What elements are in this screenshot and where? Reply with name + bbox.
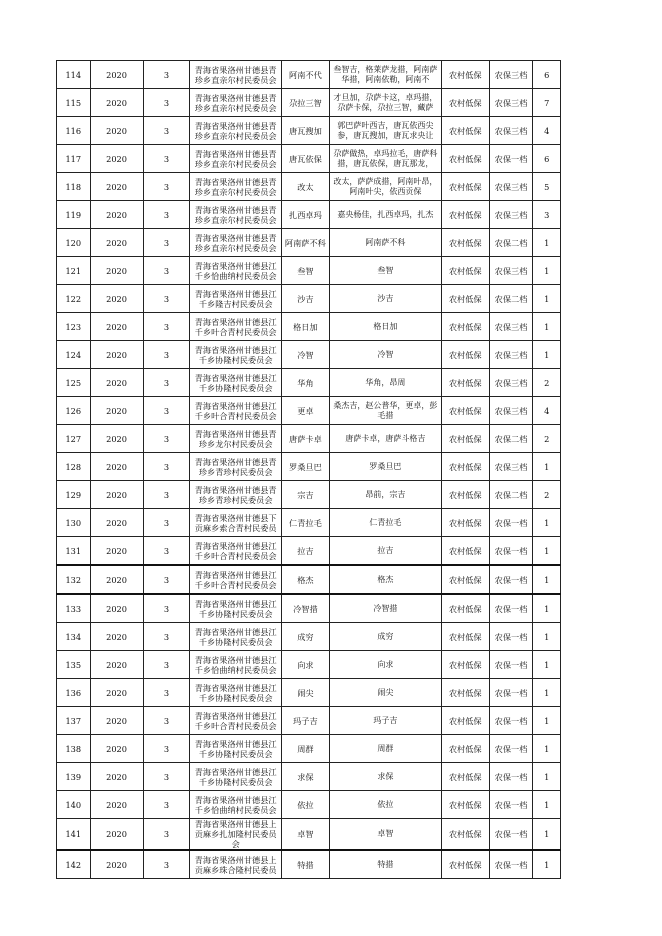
table-row — [57, 623, 561, 651]
cell-members: 周群 — [329, 735, 441, 763]
data-table — [56, 60, 561, 879]
cell-year: 2020 — [90, 425, 143, 453]
cell-level: 农保一档 — [489, 509, 533, 537]
cell-members: 叁智 — [329, 257, 441, 285]
cell-members: 郭巴萨叶西吉，唐瓦依西尖参，唐瓦搜加，唐瓦求央让 — [329, 117, 441, 145]
cell-level: 农保一档 — [489, 537, 533, 566]
cell-n: 3 — [143, 819, 190, 851]
cell-year: 2020 — [90, 397, 143, 425]
cell-type: 农村低保 — [441, 565, 489, 594]
table-row — [57, 341, 561, 369]
cell-no: 125 — [57, 369, 91, 397]
cell-n: 3 — [143, 285, 190, 313]
cell-n: 3 — [143, 481, 190, 509]
cell-n: 3 — [143, 791, 190, 819]
cell-members: 唐萨卡卓，唐萨斗格吉 — [329, 425, 441, 453]
cell-no: 132 — [57, 565, 91, 594]
cell-address: 青海省果洛州甘德县江千乡恰曲纳村民委员会 — [190, 651, 282, 679]
cell-n: 3 — [143, 850, 190, 879]
table-row — [57, 819, 561, 851]
table-row — [57, 509, 561, 537]
cell-no: 128 — [57, 453, 91, 481]
cell-name: 冷智措 — [281, 594, 329, 623]
cell-n: 3 — [143, 173, 190, 201]
cell-no: 142 — [57, 850, 91, 879]
cell-n: 3 — [143, 735, 190, 763]
table-row — [57, 594, 561, 623]
cell-count: 1 — [533, 565, 561, 594]
cell-level: 农保一档 — [489, 594, 533, 623]
table-row — [57, 707, 561, 735]
cell-address: 青海省果洛州甘德县青珍乡直亲尔村民委员会 — [190, 173, 282, 201]
cell-level: 农保一档 — [489, 707, 533, 735]
cell-type: 农村低保 — [441, 425, 489, 453]
table-row — [57, 229, 561, 257]
cell-address: 青海省果洛州甘德县江千乡恰曲纳村民委员会 — [190, 791, 282, 819]
cell-type: 农村低保 — [441, 481, 489, 509]
cell-members: 冷智 — [329, 341, 441, 369]
cell-no: 118 — [57, 173, 91, 201]
cell-year: 2020 — [90, 117, 143, 145]
cell-members: 向求 — [329, 651, 441, 679]
cell-count: 2 — [533, 425, 561, 453]
cell-count: 1 — [533, 257, 561, 285]
cell-name: 尕拉三智 — [281, 89, 329, 117]
table-row — [57, 313, 561, 341]
cell-name: 卓智 — [281, 819, 329, 851]
cell-no: 134 — [57, 623, 91, 651]
cell-members: 冷智措 — [329, 594, 441, 623]
cell-members: 尕萨做热，卓玛拉毛，唐萨科措，唐瓦依保，唐瓦那龙， — [329, 145, 441, 173]
cell-year: 2020 — [90, 763, 143, 791]
cell-count: 1 — [533, 537, 561, 566]
cell-year: 2020 — [90, 145, 143, 173]
cell-no: 117 — [57, 145, 91, 173]
cell-count: 1 — [533, 735, 561, 763]
cell-name: 华角 — [281, 369, 329, 397]
cell-count: 4 — [533, 397, 561, 425]
cell-level: 农保一档 — [489, 145, 533, 173]
cell-no: 120 — [57, 229, 91, 257]
table-row — [57, 201, 561, 229]
cell-members: 格杰 — [329, 565, 441, 594]
cell-members: 拉吉 — [329, 537, 441, 566]
cell-n: 3 — [143, 565, 190, 594]
cell-count: 1 — [533, 679, 561, 707]
cell-year: 2020 — [90, 594, 143, 623]
table-row — [57, 173, 561, 201]
cell-no: 115 — [57, 89, 91, 117]
cell-type: 农村低保 — [441, 89, 489, 117]
cell-count: 7 — [533, 89, 561, 117]
cell-year: 2020 — [90, 257, 143, 285]
cell-level: 农保三档 — [489, 61, 533, 89]
table-row — [57, 285, 561, 313]
cell-count: 1 — [533, 509, 561, 537]
cell-no: 141 — [57, 819, 91, 851]
cell-year: 2020 — [90, 229, 143, 257]
cell-type: 农村低保 — [441, 509, 489, 537]
cell-n: 3 — [143, 707, 190, 735]
cell-count: 1 — [533, 229, 561, 257]
cell-name: 周群 — [281, 735, 329, 763]
cell-year: 2020 — [90, 537, 143, 566]
cell-level: 农保一档 — [489, 763, 533, 791]
cell-no: 130 — [57, 509, 91, 537]
cell-level: 农保一档 — [489, 679, 533, 707]
cell-count: 1 — [533, 313, 561, 341]
cell-no: 138 — [57, 735, 91, 763]
table-row — [57, 117, 561, 145]
cell-type: 农村低保 — [441, 763, 489, 791]
cell-address: 青海省果洛州甘德县江千乡恰曲纳村民委员会 — [190, 257, 282, 285]
cell-n: 3 — [143, 679, 190, 707]
cell-name: 阿南不代 — [281, 61, 329, 89]
cell-address: 青海省果洛州甘德县青珍乡直亲尔村民委员会 — [190, 117, 282, 145]
cell-type: 农村低保 — [441, 537, 489, 566]
cell-type: 农村低保 — [441, 735, 489, 763]
cell-address: 青海省果洛州甘德县江千乡协隆村民委员会 — [190, 594, 282, 623]
cell-year: 2020 — [90, 173, 143, 201]
cell-members: 特措 — [329, 850, 441, 879]
cell-name: 叁智 — [281, 257, 329, 285]
cell-count: 1 — [533, 594, 561, 623]
cell-type: 农村低保 — [441, 369, 489, 397]
cell-no: 136 — [57, 679, 91, 707]
cell-address: 青海省果洛州甘德县江千乡叶合青村民委员会 — [190, 313, 282, 341]
cell-n: 3 — [143, 341, 190, 369]
cell-type: 农村低保 — [441, 257, 489, 285]
table-row — [57, 453, 561, 481]
cell-n: 3 — [143, 537, 190, 566]
cell-level: 农保三档 — [489, 397, 533, 425]
cell-address: 青海省果洛州甘德县青珍乡直亲尔村民委员会 — [190, 229, 282, 257]
cell-address: 青海省果洛州甘德县江千乡协隆村民委员会 — [190, 341, 282, 369]
cell-year: 2020 — [90, 89, 143, 117]
cell-year: 2020 — [90, 565, 143, 594]
cell-year: 2020 — [90, 481, 143, 509]
cell-type: 农村低保 — [441, 594, 489, 623]
cell-type: 农村低保 — [441, 850, 489, 879]
cell-name: 成穷 — [281, 623, 329, 651]
cell-count: 1 — [533, 707, 561, 735]
table-row — [57, 89, 561, 117]
table-row — [57, 61, 561, 89]
cell-address: 青海省果洛州甘德县上贡麻乡珠合隆村民委员 — [190, 850, 282, 879]
cell-address: 青海省果洛州甘德县青珍乡直亲尔村民委员会 — [190, 89, 282, 117]
cell-address: 青海省果洛州甘德县江千乡叶合青村民委员会 — [190, 537, 282, 566]
cell-name: 唐萨卡卓 — [281, 425, 329, 453]
cell-year: 2020 — [90, 735, 143, 763]
cell-name: 沙吉 — [281, 285, 329, 313]
cell-type: 农村低保 — [441, 201, 489, 229]
cell-name: 唐瓦依保 — [281, 145, 329, 173]
cell-level: 农保三档 — [489, 257, 533, 285]
cell-count: 2 — [533, 369, 561, 397]
cell-n: 3 — [143, 145, 190, 173]
cell-n: 3 — [143, 117, 190, 145]
cell-count: 2 — [533, 481, 561, 509]
cell-name: 求保 — [281, 763, 329, 791]
cell-n: 3 — [143, 61, 190, 89]
table-row — [57, 763, 561, 791]
table-row — [57, 791, 561, 819]
cell-address: 青海省果洛州甘德县江千乡协隆村民委员会 — [190, 369, 282, 397]
cell-name: 宗吉 — [281, 481, 329, 509]
table-row — [57, 257, 561, 285]
cell-members: 沙吉 — [329, 285, 441, 313]
cell-name: 冷智 — [281, 341, 329, 369]
cell-count: 1 — [533, 791, 561, 819]
cell-address: 青海省果洛州甘德县江千乡叶合青村民委员会 — [190, 397, 282, 425]
table-row — [57, 481, 561, 509]
cell-year: 2020 — [90, 819, 143, 851]
cell-address: 青海省果洛州甘德县上贡麻乡扎加隆村民委员会 — [190, 819, 282, 851]
cell-type: 农村低保 — [441, 61, 489, 89]
cell-address: 青海省果洛州甘德县江千乡协隆村民委员会 — [190, 623, 282, 651]
cell-level: 农保二档 — [489, 285, 533, 313]
cell-level: 农保三档 — [489, 117, 533, 145]
cell-no: 114 — [57, 61, 91, 89]
cell-level: 农保一档 — [489, 819, 533, 851]
cell-level: 农保三档 — [489, 89, 533, 117]
cell-type: 农村低保 — [441, 285, 489, 313]
cell-no: 124 — [57, 341, 91, 369]
cell-name: 扎西卓玛 — [281, 201, 329, 229]
cell-year: 2020 — [90, 369, 143, 397]
cell-members: 罗桑旦巴 — [329, 453, 441, 481]
cell-count: 1 — [533, 623, 561, 651]
cell-address: 青海省果洛州甘德县青珍乡青珍村民委员会 — [190, 481, 282, 509]
cell-count: 1 — [533, 850, 561, 879]
cell-count: 1 — [533, 819, 561, 851]
table-row — [57, 369, 561, 397]
cell-type: 农村低保 — [441, 623, 489, 651]
cell-members: 嘉央杨佳，扎西卓玛，扎杰 — [329, 201, 441, 229]
cell-count: 6 — [533, 61, 561, 89]
cell-n: 3 — [143, 453, 190, 481]
cell-name: 拉吉 — [281, 537, 329, 566]
table-row — [57, 850, 561, 879]
cell-count: 1 — [533, 285, 561, 313]
cell-type: 农村低保 — [441, 341, 489, 369]
cell-name: 唐瓦搜加 — [281, 117, 329, 145]
cell-name: 玛子吉 — [281, 707, 329, 735]
cell-members: 叁智吉，格莱萨龙措，阿南萨华措，阿南依勒，阿南不 — [329, 61, 441, 89]
cell-level: 农保一档 — [489, 623, 533, 651]
cell-n: 3 — [143, 229, 190, 257]
cell-n: 3 — [143, 397, 190, 425]
cell-members: 成穷 — [329, 623, 441, 651]
cell-level: 农保三档 — [489, 453, 533, 481]
cell-type: 农村低保 — [441, 791, 489, 819]
cell-name: 闹尖 — [281, 679, 329, 707]
cell-address: 青海省果洛州甘德县江千乡隆吉村民委员会 — [190, 285, 282, 313]
cell-address: 青海省果洛州甘德县青珍乡龙尔村民委员会 — [190, 425, 282, 453]
cell-year: 2020 — [90, 679, 143, 707]
cell-no: 137 — [57, 707, 91, 735]
cell-type: 农村低保 — [441, 651, 489, 679]
cell-year: 2020 — [90, 341, 143, 369]
cell-year: 2020 — [90, 61, 143, 89]
cell-address: 青海省果洛州甘德县下贡麻乡索合青村民委员 — [190, 509, 282, 537]
cell-members: 依拉 — [329, 791, 441, 819]
cell-no: 119 — [57, 201, 91, 229]
table-row — [57, 425, 561, 453]
cell-n: 3 — [143, 594, 190, 623]
cell-no: 127 — [57, 425, 91, 453]
cell-type: 农村低保 — [441, 397, 489, 425]
cell-n: 3 — [143, 623, 190, 651]
cell-type: 农村低保 — [441, 819, 489, 851]
cell-level: 农保一档 — [489, 735, 533, 763]
cell-address: 青海省果洛州甘德县青珍乡直亲尔村民委员会 — [190, 145, 282, 173]
cell-no: 116 — [57, 117, 91, 145]
cell-name: 罗桑旦巴 — [281, 453, 329, 481]
cell-type: 农村低保 — [441, 173, 489, 201]
cell-n: 3 — [143, 509, 190, 537]
cell-members: 玛子吉 — [329, 707, 441, 735]
cell-level: 农保三档 — [489, 341, 533, 369]
cell-year: 2020 — [90, 201, 143, 229]
cell-no: 123 — [57, 313, 91, 341]
cell-type: 农村低保 — [441, 313, 489, 341]
cell-type: 农村低保 — [441, 453, 489, 481]
cell-type: 农村低保 — [441, 145, 489, 173]
cell-name: 改太 — [281, 173, 329, 201]
cell-level: 农保一档 — [489, 850, 533, 879]
cell-members: 格日加 — [329, 313, 441, 341]
cell-members: 改太，萨萨成措，阿南叶昂，阿南叶尖，依西贡保 — [329, 173, 441, 201]
cell-year: 2020 — [90, 707, 143, 735]
cell-members: 仁青拉毛 — [329, 509, 441, 537]
cell-year: 2020 — [90, 850, 143, 879]
cell-name: 依拉 — [281, 791, 329, 819]
cell-count: 5 — [533, 173, 561, 201]
cell-members: 华角，昂周 — [329, 369, 441, 397]
cell-members: 阿南萨不科 — [329, 229, 441, 257]
table-row — [57, 679, 561, 707]
cell-no: 126 — [57, 397, 91, 425]
cell-name: 特措 — [281, 850, 329, 879]
cell-count: 4 — [533, 117, 561, 145]
cell-n: 3 — [143, 201, 190, 229]
cell-members: 卓智 — [329, 819, 441, 851]
cell-level: 农保二档 — [489, 425, 533, 453]
cell-count: 1 — [533, 651, 561, 679]
cell-no: 122 — [57, 285, 91, 313]
cell-year: 2020 — [90, 453, 143, 481]
cell-n: 3 — [143, 369, 190, 397]
cell-level: 农保三档 — [489, 369, 533, 397]
cell-year: 2020 — [90, 285, 143, 313]
cell-name: 仁青拉毛 — [281, 509, 329, 537]
cell-name: 更卓 — [281, 397, 329, 425]
cell-type: 农村低保 — [441, 679, 489, 707]
cell-address: 青海省果洛州甘德县江千乡协隆村民委员会 — [190, 679, 282, 707]
cell-level: 农保二档 — [489, 481, 533, 509]
cell-name: 向求 — [281, 651, 329, 679]
cell-address: 青海省果洛州甘德县江千乡叶合青村民委员会 — [190, 565, 282, 594]
table-row — [57, 397, 561, 425]
cell-no: 131 — [57, 537, 91, 566]
table-row — [57, 537, 561, 566]
table-body — [57, 61, 561, 879]
cell-members: 桑杰吉，赵公普华，更卓，彭毛措 — [329, 397, 441, 425]
cell-no: 139 — [57, 763, 91, 791]
cell-type: 农村低保 — [441, 229, 489, 257]
table-row — [57, 735, 561, 763]
cell-n: 3 — [143, 425, 190, 453]
cell-members: 求保 — [329, 763, 441, 791]
cell-n: 3 — [143, 651, 190, 679]
cell-year: 2020 — [90, 313, 143, 341]
cell-no: 135 — [57, 651, 91, 679]
cell-year: 2020 — [90, 509, 143, 537]
cell-level: 农保一档 — [489, 791, 533, 819]
cell-n: 3 — [143, 313, 190, 341]
cell-name: 格杰 — [281, 565, 329, 594]
cell-level: 农保三档 — [489, 313, 533, 341]
cell-level: 农保二档 — [489, 229, 533, 257]
cell-no: 129 — [57, 481, 91, 509]
cell-year: 2020 — [90, 623, 143, 651]
cell-count: 1 — [533, 763, 561, 791]
cell-address: 青海省果洛州甘德县青珍乡直亲尔村民委员会 — [190, 61, 282, 89]
cell-address: 青海省果洛州甘德县青珍乡直亲尔村民委员会 — [190, 201, 282, 229]
cell-members: 闹尖 — [329, 679, 441, 707]
cell-no: 140 — [57, 791, 91, 819]
cell-type: 农村低保 — [441, 117, 489, 145]
cell-count: 1 — [533, 453, 561, 481]
cell-level: 农保三档 — [489, 173, 533, 201]
cell-members: 昂前，宗吉 — [329, 481, 441, 509]
cell-address: 青海省果洛州甘德县青珍乡青珍村民委员会 — [190, 453, 282, 481]
cell-n: 3 — [143, 257, 190, 285]
table-row — [57, 145, 561, 173]
cell-no: 121 — [57, 257, 91, 285]
cell-no: 133 — [57, 594, 91, 623]
cell-level: 农保一档 — [489, 651, 533, 679]
cell-address: 青海省果洛州甘德县江千乡协隆村民委员会 — [190, 735, 282, 763]
cell-count: 6 — [533, 145, 561, 173]
cell-address: 青海省果洛州甘德县江千乡叶合青村民委员会 — [190, 707, 282, 735]
cell-count: 1 — [533, 341, 561, 369]
cell-name: 阿南萨不科 — [281, 229, 329, 257]
cell-level: 农保三档 — [489, 201, 533, 229]
cell-n: 3 — [143, 763, 190, 791]
table-row — [57, 651, 561, 679]
table-row — [57, 565, 561, 594]
cell-count: 3 — [533, 201, 561, 229]
cell-members: 才旦加，尕萨卡这，卓玛措，尕萨卡保，尕拉三智，藏萨 — [329, 89, 441, 117]
cell-level: 农保一档 — [489, 565, 533, 594]
cell-n: 3 — [143, 89, 190, 117]
cell-year: 2020 — [90, 791, 143, 819]
cell-year: 2020 — [90, 651, 143, 679]
cell-name: 格日加 — [281, 313, 329, 341]
cell-type: 农村低保 — [441, 707, 489, 735]
cell-address: 青海省果洛州甘德县江千乡协隆村民委员会 — [190, 763, 282, 791]
